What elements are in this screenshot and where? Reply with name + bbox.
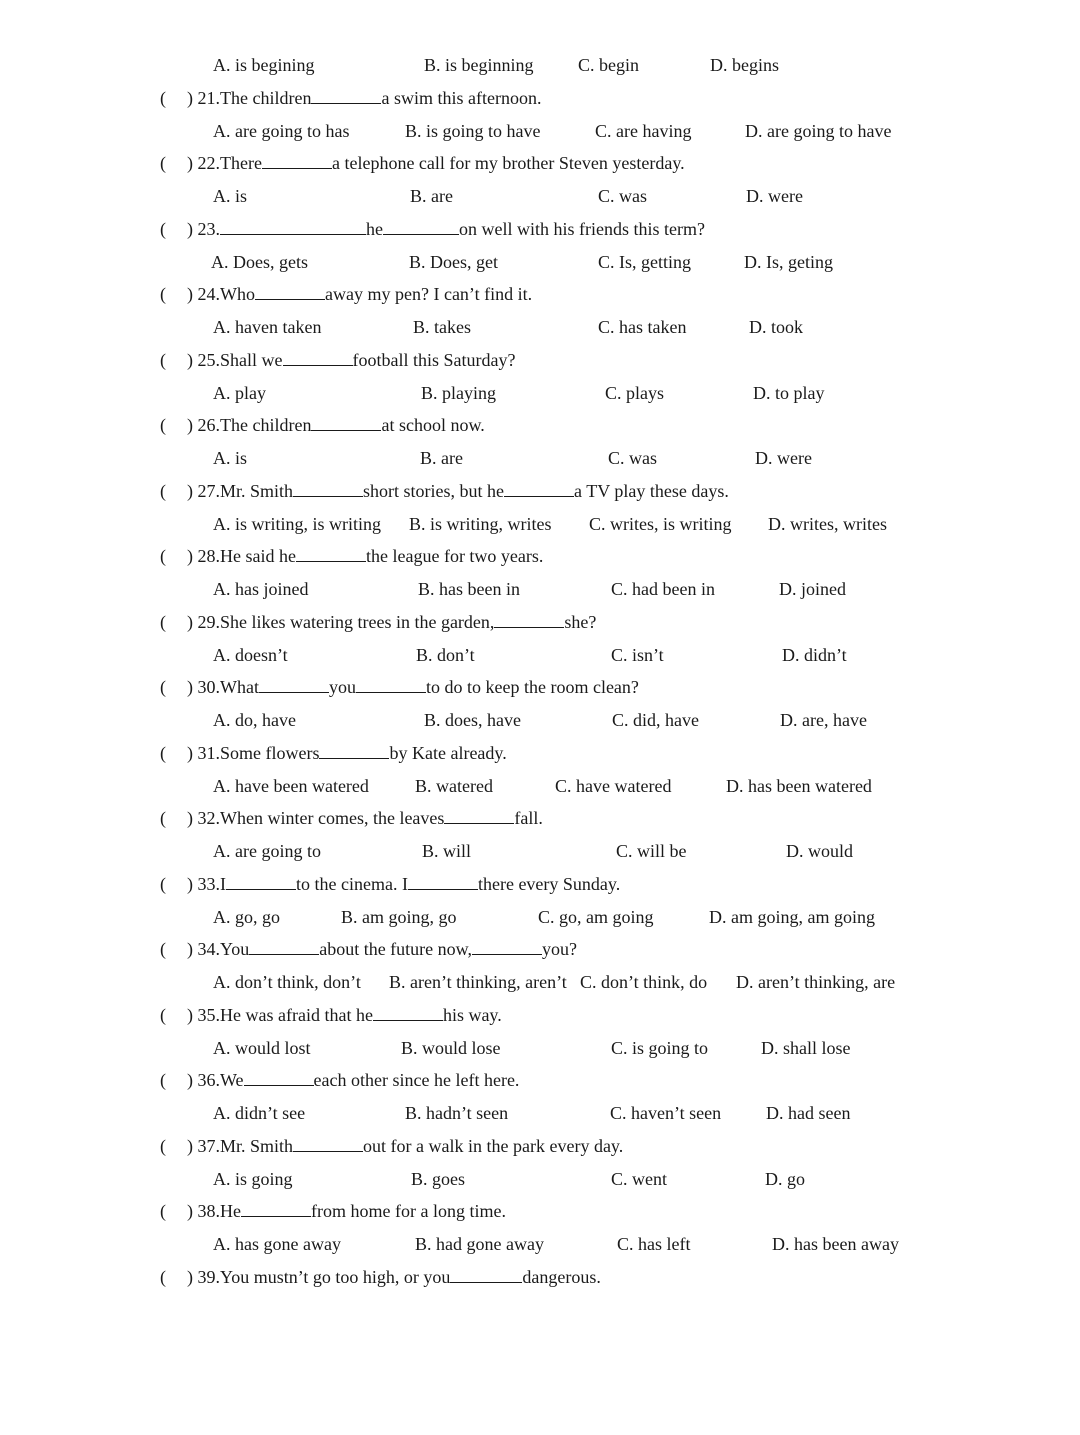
options-row-q22 [0, 183, 1080, 209]
question-text [187, 216, 705, 242]
options-row-q30 [0, 707, 1080, 733]
question-number: 28. [197, 546, 220, 567]
question-39 [0, 1264, 1080, 1290]
question-text [187, 1133, 623, 1159]
question-text [187, 1067, 519, 1093]
option-b[interactable]: B. goes [411, 1168, 465, 1189]
question-number: 29. [197, 611, 220, 632]
question-text [187, 1198, 506, 1224]
question-number: 39. [197, 1266, 220, 1287]
question-text-segment: the league for two years. [365, 546, 544, 567]
options-row-q31 [0, 773, 1080, 799]
answer-blank[interactable] [504, 478, 574, 497]
question-text [187, 412, 485, 438]
options-row-q28 [0, 576, 1080, 602]
question-number: 25. [197, 349, 220, 370]
question-number: 23. [197, 218, 220, 239]
answer-blank[interactable] [311, 412, 381, 431]
answer-paren-close: ) [187, 480, 198, 501]
question-number: 36. [197, 1070, 220, 1091]
question-text-segment: short stories, but he [363, 480, 505, 501]
option-c[interactable]: C. is going to [611, 1037, 709, 1058]
question-30 [0, 674, 1080, 700]
option-b[interactable]: B. had gone away [415, 1234, 544, 1254]
question-number: 38. [197, 1201, 220, 1222]
option-b[interactable]: B. don’t [416, 644, 475, 665]
option-c[interactable]: C. Is, getting [598, 251, 691, 272]
question-text [187, 936, 577, 962]
answer-blank[interactable] [241, 1198, 311, 1217]
option-b[interactable]: B. is beginning [424, 55, 534, 75]
option-c[interactable]: C. begin [578, 55, 639, 75]
option-c[interactable]: C. will be [616, 841, 687, 861]
answer-paren-close: ) [187, 808, 198, 829]
option-b[interactable]: B. playing [421, 382, 496, 403]
option-c[interactable]: C. don’t think, do [580, 972, 708, 992]
question-text-segment: You mustn’t go too high, or you [220, 1266, 451, 1287]
option-a[interactable]: A. don’t think, don’t [213, 972, 361, 992]
question-text-segment: away my pen? I can’t find it. [325, 284, 533, 305]
question-text [187, 805, 543, 831]
answer-blank[interactable] [408, 871, 478, 890]
question-number: 32. [197, 808, 220, 829]
question-25 [0, 347, 1080, 373]
question-text [187, 150, 685, 176]
option-b[interactable]: B. are [410, 186, 453, 206]
question-21 [0, 85, 1080, 111]
answer-blank[interactable] [444, 805, 514, 824]
option-a[interactable]: A. is begining [213, 55, 315, 75]
answer-paren-close: ) [187, 284, 198, 305]
question-text [187, 478, 729, 504]
answer-paren-open[interactable]: ( [160, 415, 166, 436]
option-d[interactable]: D. writes, writes [768, 513, 887, 534]
answer-blank[interactable] [220, 216, 290, 235]
question-number: 22. [197, 153, 220, 174]
answer-blank[interactable] [319, 740, 389, 759]
options-row-q21 [0, 118, 1080, 144]
question-23 [0, 216, 1080, 242]
question-36 [0, 1067, 1080, 1093]
options-row-q33 [0, 904, 1080, 930]
question-34 [0, 936, 1080, 962]
option-d[interactable]: D. begins [710, 55, 779, 75]
answer-blank[interactable] [373, 1002, 443, 1021]
answer-paren-close: ) [187, 939, 198, 960]
question-number: 31. [197, 742, 220, 763]
answer-paren-open[interactable]: ( [160, 1201, 166, 1222]
answer-blank[interactable] [383, 216, 459, 235]
answer-blank[interactable] [472, 936, 542, 955]
answer-blank[interactable] [262, 150, 332, 169]
answer-paren-open[interactable]: ( [160, 873, 166, 894]
answer-blank[interactable] [290, 216, 366, 235]
answer-blank[interactable] [356, 674, 426, 693]
question-number: 26. [197, 415, 220, 436]
answer-blank[interactable] [450, 1264, 522, 1283]
option-a[interactable]: A. has gone away [213, 1234, 341, 1254]
question-37 [0, 1133, 1080, 1159]
answer-paren-close: ) [187, 677, 198, 698]
question-text [187, 543, 543, 569]
question-text [187, 609, 596, 635]
answer-paren-open[interactable]: ( [160, 611, 166, 632]
question-text-segment: The children [220, 415, 312, 436]
question-text-segment: The children [220, 87, 312, 108]
question-number: 21. [197, 87, 220, 108]
option-d[interactable]: D. aren’t thinking, are [736, 972, 896, 992]
question-text-segment: you? [542, 939, 577, 960]
question-text [187, 674, 639, 700]
answer-paren-open[interactable]: ( [160, 349, 166, 370]
question-text-segment: fall. [514, 808, 543, 829]
question-text-segment: on well with his friends this term? [459, 218, 705, 239]
question-26 [0, 412, 1080, 438]
option-c[interactable]: C. has taken [598, 317, 687, 337]
question-29 [0, 609, 1080, 635]
option-b[interactable]: B. would lose [401, 1037, 501, 1058]
option-a[interactable]: A. go, go [213, 906, 280, 927]
question-text-segment: to do to keep the room clean? [425, 677, 639, 698]
option-d[interactable]: D. didn’t [782, 644, 847, 665]
option-a[interactable]: A. is [213, 448, 248, 468]
answer-blank[interactable] [293, 1133, 363, 1152]
option-d[interactable]: D. took [749, 317, 803, 337]
option-d[interactable]: D. would [786, 841, 853, 861]
answer-paren-close: ) [187, 742, 198, 763]
answer-paren-close: ) [187, 1201, 198, 1222]
question-text-segment: a swim this afternoon. [381, 87, 542, 108]
answer-paren-open[interactable]: ( [160, 218, 166, 239]
answer-paren-open[interactable]: ( [160, 808, 166, 829]
question-text-segment: I [220, 873, 226, 894]
question-text-segment: she? [564, 611, 597, 632]
option-d[interactable]: D. shall lose [761, 1037, 851, 1058]
question-32 [0, 805, 1080, 831]
option-d[interactable]: D. to play [753, 382, 825, 403]
question-text-segment: out for a walk in the park every day. [363, 1135, 624, 1156]
question-text-segment: We [220, 1070, 244, 1091]
answer-paren-open[interactable]: ( [160, 1070, 166, 1091]
question-31 [0, 740, 1080, 766]
answer-paren-close: ) [187, 349, 198, 370]
options-row-q32 [0, 838, 1080, 864]
option-b[interactable]: B. does, have [424, 710, 521, 730]
option-b[interactable]: B. is going to have [405, 120, 541, 141]
options-row-q34 [0, 969, 1080, 995]
answer-blank[interactable] [249, 936, 319, 955]
question-text [187, 871, 620, 897]
question-text-segment: by Kate already. [389, 742, 507, 763]
question-33 [0, 871, 1080, 897]
option-a[interactable]: A. are going to [213, 841, 321, 861]
question-number: 27. [197, 480, 220, 501]
options-row-q24 [0, 314, 1080, 340]
option-a[interactable]: A. are going to has [213, 120, 350, 141]
question-number: 30. [197, 677, 220, 698]
question-text-segment: football this Saturday? [352, 349, 516, 370]
question-text-segment: dangerous. [522, 1266, 601, 1287]
question-text-segment: Who [220, 284, 255, 305]
option-a[interactable]: A. is writing, is writing [213, 513, 382, 534]
option-a[interactable]: A. have been watered [213, 775, 369, 796]
option-d[interactable]: D. go [765, 1168, 805, 1189]
options-row-q27 [0, 511, 1080, 537]
question-text-segment: at school now. [381, 415, 485, 436]
option-c[interactable]: C. was [608, 448, 657, 468]
question-number: 33. [197, 873, 220, 894]
option-d[interactable]: D. were [746, 186, 803, 206]
answer-paren-open[interactable]: ( [160, 939, 166, 960]
question-text [187, 1264, 601, 1290]
question-number: 35. [197, 1004, 220, 1025]
answer-paren-close: ) [187, 153, 198, 174]
question-number: 24. [197, 284, 220, 305]
option-c[interactable]: C. did, have [612, 710, 699, 730]
option-a[interactable]: A. doesn’t [213, 644, 288, 665]
option-c[interactable]: C. had been in [611, 579, 715, 599]
answer-paren-open[interactable]: ( [160, 742, 166, 763]
option-d[interactable]: D. are, have [780, 710, 867, 730]
option-a[interactable]: A. haven taken [213, 317, 322, 337]
options-row-q36 [0, 1100, 1080, 1126]
answer-paren-open[interactable]: ( [160, 1266, 166, 1287]
question-text-segment: a TV play these days. [574, 480, 729, 501]
question-text [187, 281, 532, 307]
option-a[interactable]: A. would lost [213, 1037, 311, 1058]
option-b[interactable]: B. aren’t thinking, aren’t [389, 972, 567, 992]
option-d[interactable]: D. joined [779, 579, 846, 599]
option-d[interactable]: D. were [755, 448, 812, 468]
answer-paren-close: ) [187, 1004, 198, 1025]
question-text [187, 1002, 502, 1028]
answer-blank[interactable] [244, 1067, 314, 1086]
options-row-q26 [0, 445, 1080, 471]
question-28 [0, 543, 1080, 569]
question-24 [0, 281, 1080, 307]
question-text-segment: his way. [442, 1004, 502, 1025]
question-38 [0, 1198, 1080, 1224]
question-text-segment: There [220, 153, 262, 174]
answer-blank[interactable] [296, 543, 366, 562]
answer-blank[interactable] [226, 871, 296, 890]
option-b[interactable]: B. are [420, 448, 463, 468]
answer-paren-open[interactable]: ( [160, 480, 166, 501]
question-number: 34. [197, 939, 220, 960]
option-c[interactable]: C. are having [595, 120, 692, 141]
option-c[interactable]: C. have watered [555, 775, 672, 796]
question-text-segment: a telephone call for my brother Steven yesterday. [331, 153, 685, 174]
question-text-segment: you [328, 677, 356, 698]
question-text-segment: there every Sunday. [477, 873, 621, 894]
option-c[interactable]: C. haven’t seen [610, 1103, 722, 1123]
answer-blank[interactable] [311, 85, 381, 104]
answer-paren-open[interactable]: ( [160, 677, 166, 698]
answer-paren-open[interactable]: ( [160, 87, 166, 108]
question-number: 37. [197, 1135, 220, 1156]
option-b[interactable]: B. takes [413, 317, 471, 337]
question-text-segment: When winter comes, the leaves [220, 808, 445, 829]
options-row-q35 [0, 1035, 1080, 1061]
answer-paren-close: ) [187, 415, 198, 436]
option-b[interactable]: B. has been in [418, 579, 520, 599]
option-a[interactable]: A. Does, gets [211, 251, 308, 272]
option-d[interactable]: D. has been away [772, 1234, 899, 1254]
option-a[interactable]: A. do, have [213, 710, 296, 730]
option-a[interactable]: A. is going [213, 1168, 293, 1189]
option-c[interactable]: C. has left [617, 1234, 691, 1254]
option-b[interactable]: B. watered [415, 775, 493, 796]
answer-paren-close: ) [187, 1266, 198, 1287]
option-c[interactable]: C. went [611, 1168, 667, 1189]
question-text [187, 85, 541, 111]
option-b[interactable]: B. hadn’t seen [405, 1103, 509, 1123]
option-c[interactable]: C. plays [605, 382, 665, 403]
question-text-segment: He [220, 1201, 241, 1222]
option-d[interactable]: D. Is, geting [744, 251, 833, 272]
question-35 [0, 1002, 1080, 1028]
option-a[interactable]: A. didn’t see [213, 1103, 306, 1123]
answer-paren-close: ) [187, 1070, 198, 1091]
option-b[interactable]: B. am going, go [341, 906, 457, 927]
option-c[interactable]: C. was [598, 186, 647, 206]
question-text-segment: What [220, 677, 259, 698]
option-b[interactable]: B. will [422, 841, 472, 861]
answer-paren-close: ) [187, 87, 198, 108]
answer-paren-open[interactable]: ( [160, 1004, 166, 1025]
answer-blank[interactable] [494, 609, 564, 628]
options-row-q25 [0, 380, 1080, 406]
question-text-segment: He was afraid that he [220, 1004, 373, 1025]
option-c[interactable]: C. isn’t [611, 644, 664, 665]
answer-paren-close: ) [187, 546, 198, 567]
option-d[interactable]: D. has been watered [726, 775, 872, 796]
question-text-segment: Mr. Smith [220, 480, 294, 501]
question-text [187, 347, 515, 373]
options-row-q37 [0, 1166, 1080, 1192]
option-c[interactable]: C. writes, is writing [589, 513, 732, 534]
answer-blank[interactable] [259, 674, 329, 693]
options-row-q38 [0, 1231, 1080, 1257]
answer-paren-close: ) [187, 218, 198, 239]
answer-paren-close: ) [187, 611, 198, 632]
question-text-segment: She likes watering trees in the garden, [220, 611, 495, 632]
answer-blank[interactable] [293, 478, 363, 497]
options-row-q20 [0, 52, 1080, 78]
answer-paren-open[interactable]: ( [160, 546, 166, 567]
answer-paren-open[interactable]: ( [160, 153, 166, 174]
option-a[interactable]: A. play [213, 382, 266, 403]
question-text-segment: from home for a long time. [311, 1201, 506, 1222]
option-d[interactable]: D. are going to have [745, 120, 892, 141]
question-text-segment: He said he [220, 546, 296, 567]
options-row-q23 [0, 249, 1080, 275]
question-text-segment: Some flowers [220, 742, 320, 763]
option-a[interactable]: A. has joined [213, 579, 309, 599]
answer-blank[interactable] [255, 281, 325, 300]
option-d[interactable]: D. am going, am going [709, 906, 875, 927]
answer-paren-close: ) [187, 1135, 198, 1156]
question-text [187, 740, 507, 766]
question-text-segment: You [220, 939, 250, 960]
question-22 [0, 150, 1080, 176]
question-text-segment: each other since he left here. [313, 1070, 520, 1091]
answer-paren-open[interactable]: ( [160, 1135, 166, 1156]
question-text-segment: about the future now, [319, 939, 472, 960]
option-d[interactable]: D. had seen [766, 1103, 851, 1123]
answer-paren-open[interactable]: ( [160, 284, 166, 305]
option-a[interactable]: A. is [213, 186, 248, 206]
option-b[interactable]: B. is writing, writes [409, 513, 552, 534]
option-b[interactable]: B. Does, get [409, 251, 498, 272]
question-text-segment: Shall we [220, 349, 283, 370]
option-c[interactable]: C. go, am going [538, 906, 654, 927]
question-text-segment: to the cinema. I [296, 873, 408, 894]
question-text-segment: Mr. Smith [220, 1135, 294, 1156]
answer-blank[interactable] [283, 347, 353, 366]
question-text-segment: he [366, 218, 383, 239]
question-27 [0, 478, 1080, 504]
options-row-q29 [0, 642, 1080, 668]
answer-paren-close: ) [187, 873, 198, 894]
